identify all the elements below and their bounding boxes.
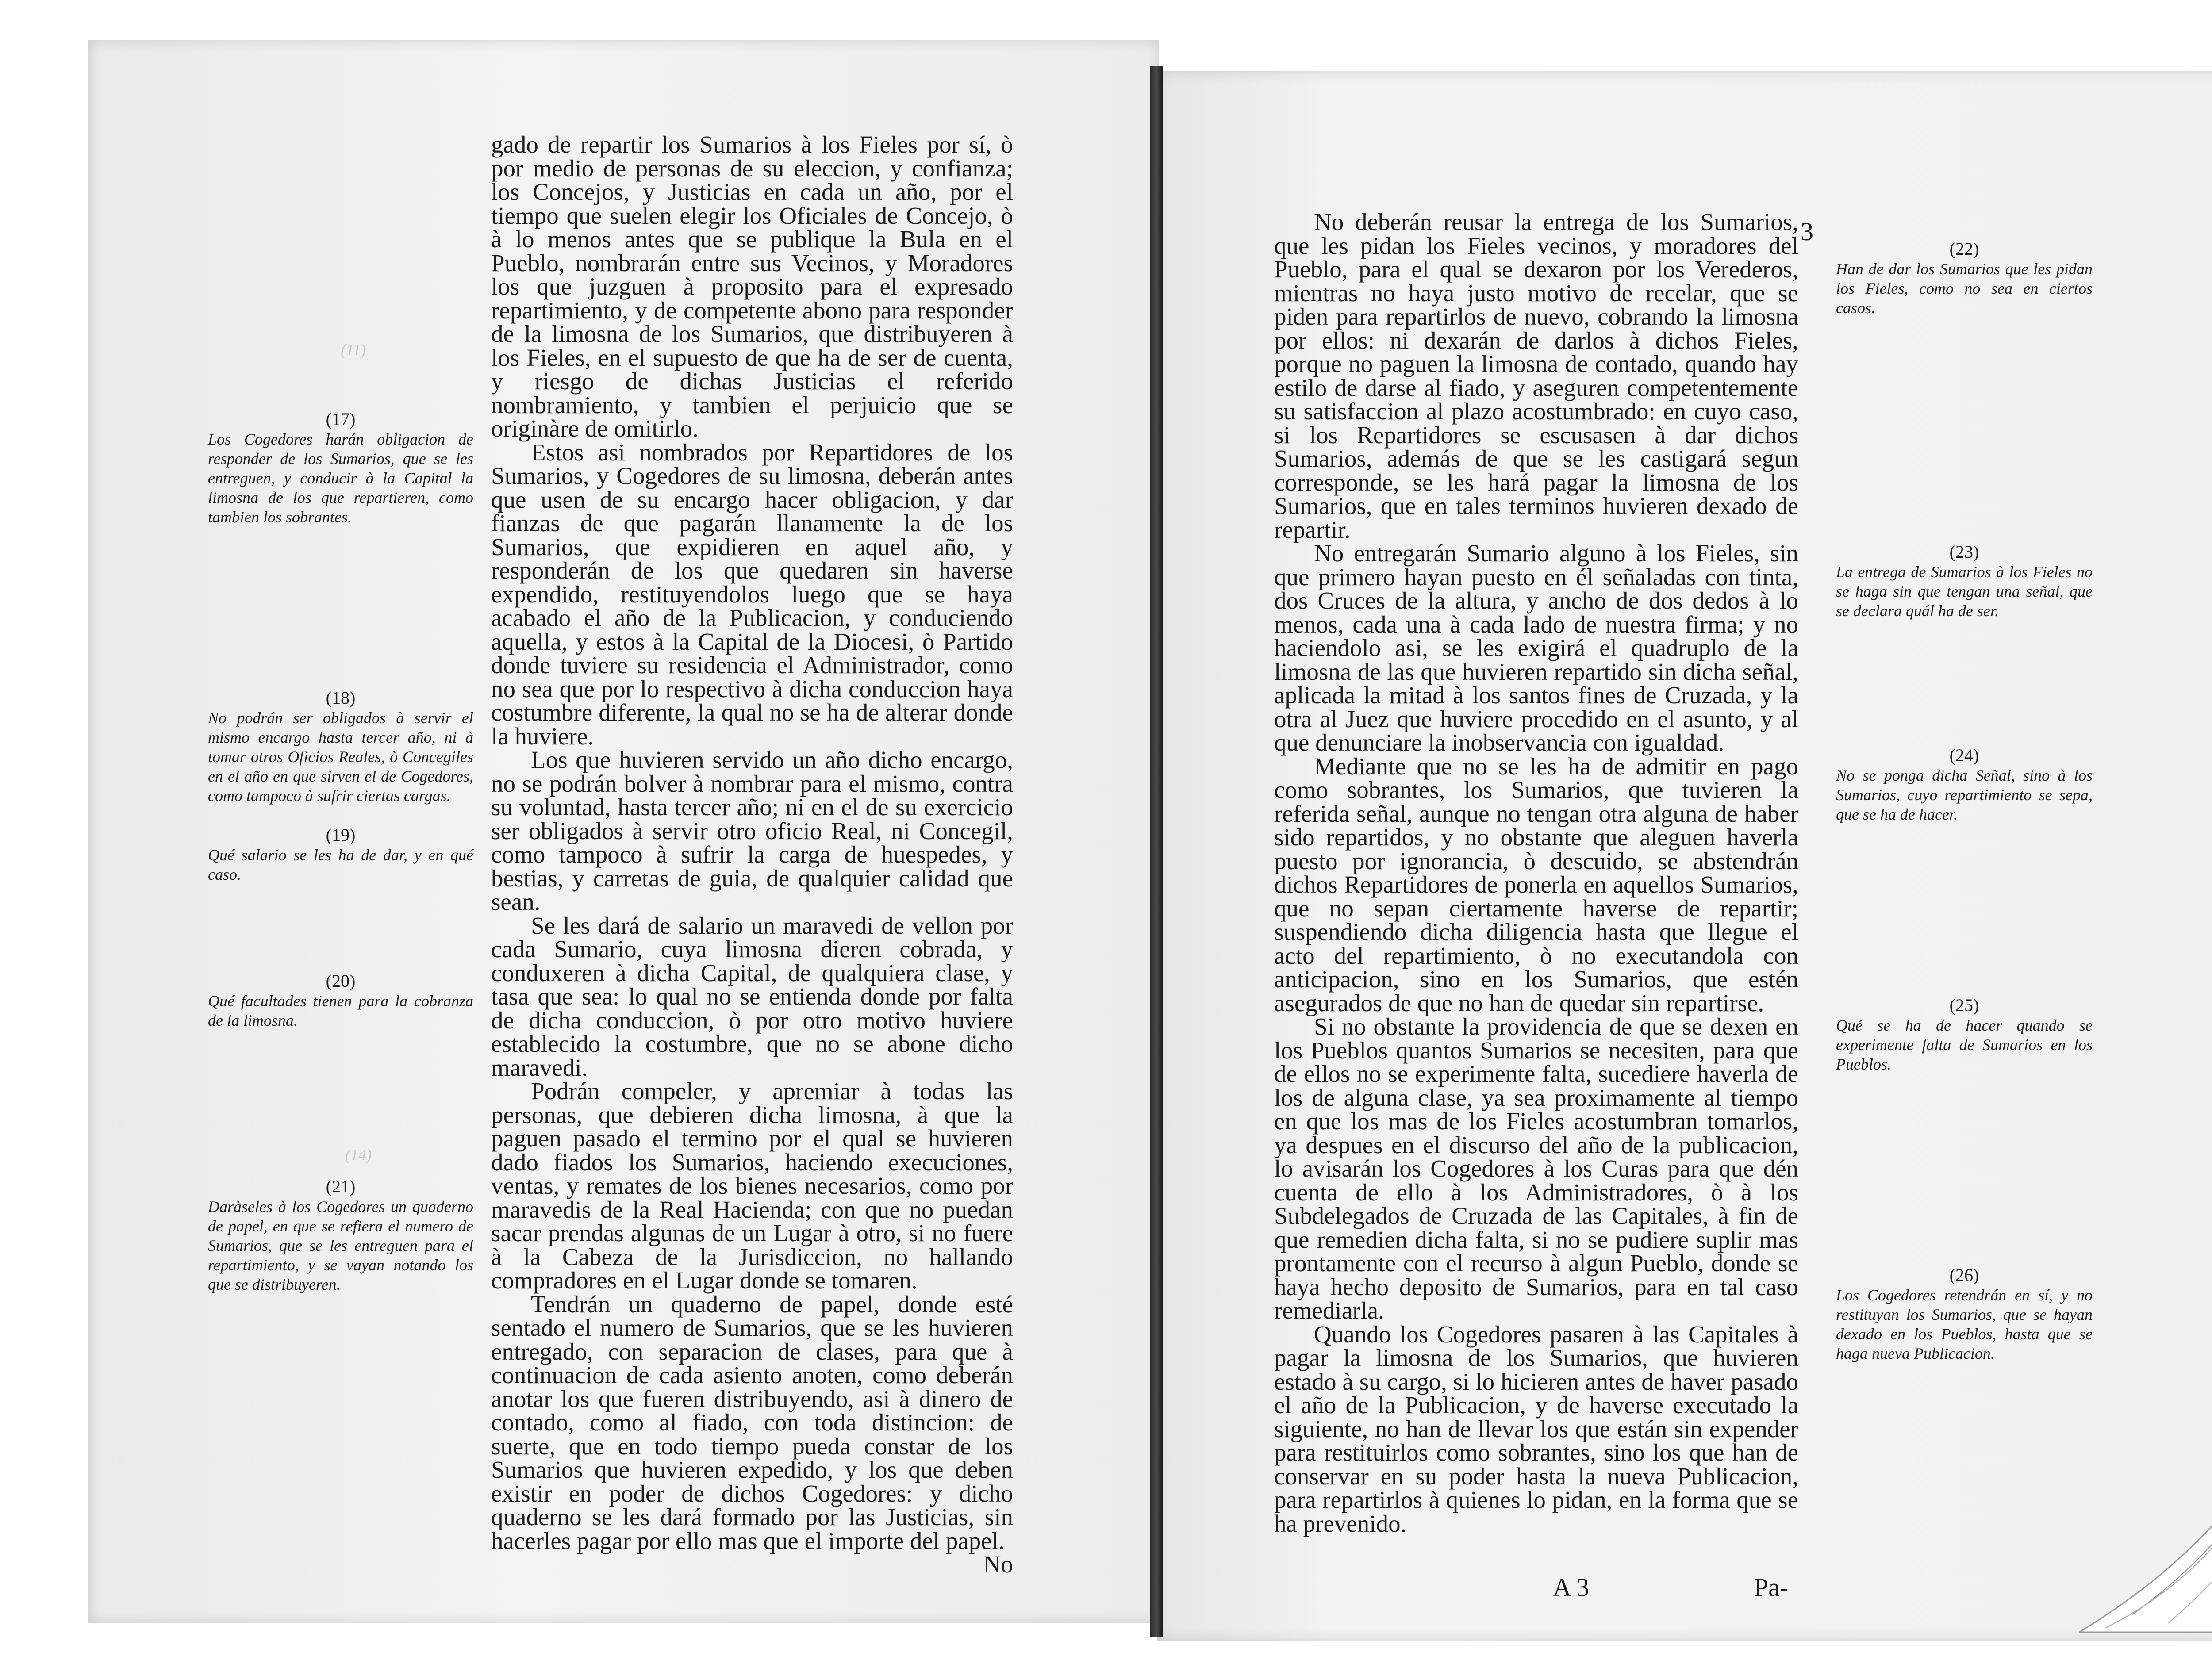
note-text: Qué facultades tienen para la cobranza de la limosna.	[208, 992, 473, 1029]
paragraph: No entregarán Sumario alguno à los Fieles, sin que primero hayan puesto en él señaladas con tinta, dos Cruces de la altura, y ancho de dos dedos à lo menos, cada una à cada lado de nuestra firma; y no haciendolo asi, se les exigirá el quadruplo de la limosna de las que huvieren repartido sin dicha señal, aplicada la mitad à los santos fines de Cruzada, y la otra al Juez que huviere procedido en el asunto, y al que denunciare la inobservancia con igualdad.	[1274, 540, 1798, 756]
margin-note-21	[208, 1177, 473, 1294]
note-number: (21)	[326, 1177, 356, 1196]
paragraph: Se les dará de salario un maravedi de vellon por cada Sumario, cuya limosna dieren cobrada, y conduxeren à dicha Capital, de qualquiera clase, y tasa que sea: lo qual no se entienda donde por falta de dicha conduccion, ò por otro motivo huviere establecido la costumbre, que no se abone dicho maravedi.	[491, 912, 1013, 1081]
paragraph: Estos asi nombrados por Repartidores de los Sumarios, y Cogedores de su limosna, deberán antes que usen de su encargo hacer obligacion, y dar fianzas de que pagarán llanamente la de los Sumarios, que expidieren en aquel año, y responderán de los que quedaren sin haverse expendido, restituyendolos luego que se haya acabado el año de la Publicacion, y conduciendo aquella, y estos à la Capital de la Diocesi, ò Partido donde tuviere su residencia el Administrador, como no sea que por lo respectivo à dicha conduccion haya costumbre diferente, la qual no se ha de alterar donde la huviere.	[491, 438, 1013, 750]
show-through-text: (11)	[341, 341, 366, 359]
note-number: (17)	[326, 409, 356, 429]
torn-corner	[2079, 1438, 2212, 1641]
margin-note-22	[1836, 239, 2093, 318]
paragraph: Tendrán un quaderno de papel, donde esté sentado el numero de Sumarios, que se les huvieren entregado, con separacion de clases, para que à continuacion de cada asiento anoten, como deberán anotar los que fueren distribuyendo, asi à dinero de contado, como al fiado, con toda distincion: de suerte, que en todo tiempo pueda constar de los Sumarios que huvieren expedido, y los que deben existir en poder de dichos Cogedores: y dicho quaderno se les dará formado por las Justicias, sin hacerles pagar por ello mas que el importe del papel.	[491, 1290, 1013, 1554]
margin-note-20	[208, 971, 473, 1030]
paragraph: Quando los Cogedores pasaren à las Capitales à pagar la limosna de los Sumarios, que huvieren estado à su cargo, si lo hicieren antes de haver pasado el año de la Publicacion, y de haverse executado la siguiente, no han de llevar los que están sin expender para restituirlos como sobrantes, sino los que han de conservar en su poder hasta la nueva Publicacion, para repartirlos à quienes lo pidan, en la forma que se ha prevenido.	[1274, 1320, 1798, 1537]
margin-note-19	[208, 825, 473, 884]
paragraph: Mediante que no se les ha de admitir en pago como sobrantes, los Sumarios, que tuvieren la referida señal, aunque no tengan otra alguna de haber sido repartidos, y no obstante que aleguen haverla puesto por ignorancia, ò descuido, se abstendrán dichos Repartidores de ponerla en aquellos Sumarios, que no sepan ciertamente haverse de repartir; suspendiendo dicha diligencia hasta que llegue el acto del repartimiento, ò no executandola con anticipacion, sino en los Sumarios, que estén asegurados de que no han de quedar sin repartirse.	[1274, 752, 1798, 1016]
note-number: (20)	[326, 971, 356, 991]
paragraph: Si no obstante la providencia de que se dexen en los Pueblos quantos Sumarios se necesiten, para que de ellos no se experimente falta, sucediere haverla de los de alguna clase, ya sea proximamente al tiempo en que los mas de los Fieles acostumbran tomarlos, ya despues en el discurso del año de la publicacion, lo avisarán los Cogedores à los Curas para que dén cuenta de ello à los Administradores, ò à los Subdelegados de Cruzada de las Capitales, à fin de que remedien dicha falta, si no se pudiere suplir mas prontamente con el recurso à algun Pueblo, donde se haya hecho deposito de Sumarios, para en tal caso remediarla.	[1274, 1013, 1798, 1324]
note-number: (25)	[1949, 995, 1979, 1015]
margin-note-26	[1836, 1265, 2093, 1363]
catchword: No	[983, 1551, 1013, 1578]
note-text: Los Cogedores harán obligacion de responder de los Sumarios, que se les entreguen, y conducir à la Capital la limosna de los que repartieren, como tambien los sobrantes.	[208, 430, 473, 526]
note-text: No se ponga dicha Señal, sino à los Sumarios, cuyo repartimiento se sepa, que se ha de hacer.	[1836, 767, 2093, 823]
note-number: (22)	[1949, 239, 1979, 259]
note-text: Qué salario se les ha de dar, y en qué caso.	[208, 846, 473, 883]
note-number: (24)	[1949, 745, 1979, 765]
margin-note-18	[208, 688, 473, 805]
right-page-body	[1274, 210, 1798, 1535]
margin-note-24	[1836, 745, 2093, 824]
catchword: Pa-	[1754, 1573, 1789, 1602]
note-text: Han de dar los Sumarios que les pidan los Fieles, como no sea en ciertos casos.	[1836, 260, 2093, 317]
show-through-text: (14)	[345, 1146, 372, 1164]
note-text: La entrega de Sumarios à los Fieles no se haga sin que tengan una señal, que se declara quál ha de ser.	[1836, 563, 2093, 620]
margin-note-17	[208, 409, 473, 527]
margin-note-25	[1836, 995, 2093, 1074]
note-number: (23)	[1949, 542, 1979, 562]
note-text: Qué se ha de hacer quando se experimente falta de Sumarios en los Pueblos.	[1836, 1016, 2093, 1073]
book-gutter	[1150, 66, 1163, 1637]
paragraph: gado de repartir los Sumarios à los Fieles por sí, ò por medio de personas de su eleccion, y confianza; los Concejos, y Justicias en cada un año, por el tiempo que suelen elegir los Oficiales de Concejo, ò à lo menos antes que se publique la Bula en el Pueblo, nombrarán entre sus Vecinos, y Moradores los que juzguen à proposito para el expresado repartimiento, y de competente abono para responder de la limosna de los Sumarios, que distribuyeren à los Fieles, en el supuesto de que ha de ser de cuenta, y riesgo de dichas Justicias el referido nombramiento, y tambien el perjuicio que se originàre de omitirlo.	[491, 131, 1013, 442]
paragraph: Podrán compeler, y apremiar à todas las personas, que debieren dicha limosna, à que la paguen pasado el termino por el qual se huvieren dado fiados los Sumarios, haciendo execuciones, ventas, y remates de los bienes necesarios, como por maravedis de la Real Hacienda; con que no puedan sacar prendas algunas de un Lugar à otro, si no fuere à la Cabeza de la Jurisdiccion, no hallando compradores en el Lugar donde se tomaren.	[491, 1077, 1013, 1294]
margin-note-23	[1836, 542, 2093, 621]
paragraph: No deberán reusar la entrega de los Sumarios, que les pidan los Fieles vecinos, y moradores del Pueblo, para el qual se dexaron por los Verederos, mientras no haya justo motivo de recelar, que se piden para repartirlos de nuevo, cobrando la limosna por ellos: ni dexarán de darlos à dichos Fieles, porque no paguen la limosna de contado, quando hay estilo de darse al fiado, y aseguren competentemente su satisfaccion al plazo acostumbrado: en cuyo caso, si los Repartidores se escusasen à dar dichos Sumarios, además de que se les castigará segun corresponde, se les hará pagar la limosna de los Sumarios, que en tales terminos huvieren dexado de repartir.	[1274, 208, 1798, 543]
paragraph: Los que huvieren servido un año dicho encargo, no se podrán bolver à nombrar para el mismo, contra su voluntad, hasta tercer año; ni en el de su exercicio ser obligados à servir otro oficio Real, ni Concegil, como tampoco à sufrir la carga de huespedes, y bestias, y carretas de guia, de qualquier calidad que sean.	[491, 746, 1013, 915]
note-number: (26)	[1949, 1265, 1979, 1285]
left-page-body	[491, 133, 1013, 1576]
note-text: Los Cogedores retendrán en sí, y no restituyan los Sumarios, que se hayan dexado en los Pueblos, hasta que se haga nueva Publicacion.	[1836, 1286, 2093, 1362]
note-number: (19)	[326, 825, 356, 845]
note-number: (18)	[326, 688, 356, 708]
signature-mark: A 3	[1553, 1573, 1590, 1602]
note-text: No podrán ser obligados à servir el mismo encargo hasta tercer año, ni à tomar otros Oficios Reales, ò Concegiles en el año en que sirven el de Cogedores, como tampoco à sufrir ciertas cargas.	[208, 709, 473, 805]
page-number: 3	[1801, 217, 1813, 246]
note-text: Daràseles à los Cogedores un quaderno de papel, en que se refiera el numero de Sumarios, que se les entreguen para el repartimiento, y se vayan notando los que se distribuyeren.	[208, 1198, 473, 1293]
